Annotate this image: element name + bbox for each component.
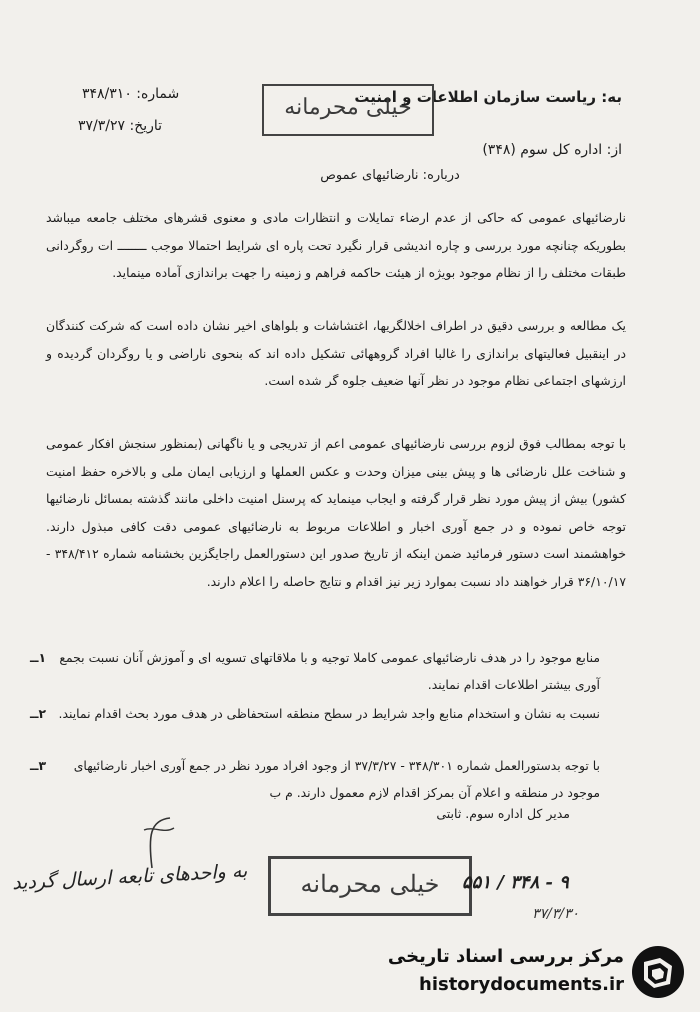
document-date: تاریخ: ۳۷/۳/۲۷ [78,118,163,134]
paragraph-2: یک مطالعه و بررسی دقیق در اطراف اخلالگریها، اغتشاشات و بلواهای اخیر نشان داده است که شرکت کنندگان در اینقبیل فعالیتهای براندازی را غالبا افراد گروههائی تشکیل داده اند که بنحوی ناراضی و یا روگردان گردیده و ارزشهای اجتماعی نظام موجود در نظر آنها ضعیف جلوه گر شده است. [46,318,626,388]
list-item-text: با توجه بدستورالعمل شماره ۳۴۸/۳۰۱ - ۳۷/۳/۲۷ از وجود افراد مورد نظر در جمع آوری اخبار نارضائیهای موجود در منطقه و اعلام آن بمرکز اقدام لازم معمول دارند. م ب [73,758,600,800]
paragraph-1: نارضائیهای عمومی که حاکی از عدم ارضاء تمایلات و انتظارات مادی و معنوی قشرهای مختلف جامعه میباشد بطوریکه چنانچه مورد بررسی و چاره اندیشی قرار نگیرد تحت پاره ای شرایط احتمالا موجب ــــــــ ات روگردانی طبقات مختلف را از نظام موجود بویژه از هیئت حاکمه فراهم و زمینه را جهت براندازی آماده مینماید. [46,210,626,280]
document-number: شماره: ۳۴۸/۳۱۰ [82,86,180,102]
handwritten-number: ۹ - ۳۴۸ / ۵۵۱ [462,872,569,893]
classification-stamp-bottom: خیلی محرمانه [268,856,472,916]
watermark-title: مرکز بررسی اسناد تاریخی [387,946,624,967]
signature-line: مدیر کل اداره سوم. ثابتی [436,806,570,821]
archive-logo-icon [630,944,686,1000]
list-item [30,752,640,806]
list-item-text: منابع موجود را در هدف نارضائیهای عمومی کاملا توجیه و با ملاقاتهای تسویه ای و آموزش آنان نسبت بجمع آوری بیشتر اطلاعات اقدام نمایند. [59,650,600,692]
list-item-text: نسبت به نشان و استخدام منابع واجد شرایط در سطح منطقه استحفاظی در هدف مورد بحث اقدام نمایند. [58,706,600,721]
watermark-url: historydocuments.ir [419,974,624,995]
handwritten-note: به واحدهای تابعه ارسال گردید [11,859,248,895]
list-item [30,700,640,727]
list-item-number: ۱ــ [30,650,47,665]
list-item-number: ۳ــ [30,758,47,773]
list-item-number: ۲ــ [30,706,47,721]
handwritten-date: ۳۷/۳/۳۰ [532,906,580,922]
recipient-line: به: ریاست سازمان اطلاعات و امنیت [354,88,622,106]
paragraph-3: با توجه بمطالب فوق لزوم بررسی نارضائیهای عمومی اعم از تدریجی و یا ناگهانی (بمنظور سنجش افکار عمومی و شناخت علل نارضائی ها و پیش بینی میزان وحدت و عکس العملها و ارزیابی ایمان ملی و بالاخره حفظ امنیت کشور) بیش از پیش مورد نظر قرار گرفته و ایجاب مینماید که پرسنل امنیت داخلی مانند گذشته بمسائل نارضائیها توجه خاص نموده و در جمع آوری اخبار و اطلاعات مربوط به نارضائیهای عمومی دقت کافی مبذول دارند. خواهشمند است دستور فرمائید ضمن اینکه از تاریخ صدور این دستورالعمل راجایگزین بخشنامه شماره ۳۴۸/۴۱۲ - ۳۶/۱۰/۱۷ قرار خواهند داد نسبت بموارد زیر نیز اقدام و نتایج حاصله را اعلام دارند. [46,436,626,589]
signature-bracket-icon [140,816,180,870]
sender-line: از: اداره کل سوم (۳۴۸) [482,142,622,158]
watermark [386,944,686,1002]
classification-stamp-top: خیلی محرمانه [262,84,434,136]
subject-line: درباره: نارضائیهای عموص [320,168,460,183]
list-item [30,644,640,698]
